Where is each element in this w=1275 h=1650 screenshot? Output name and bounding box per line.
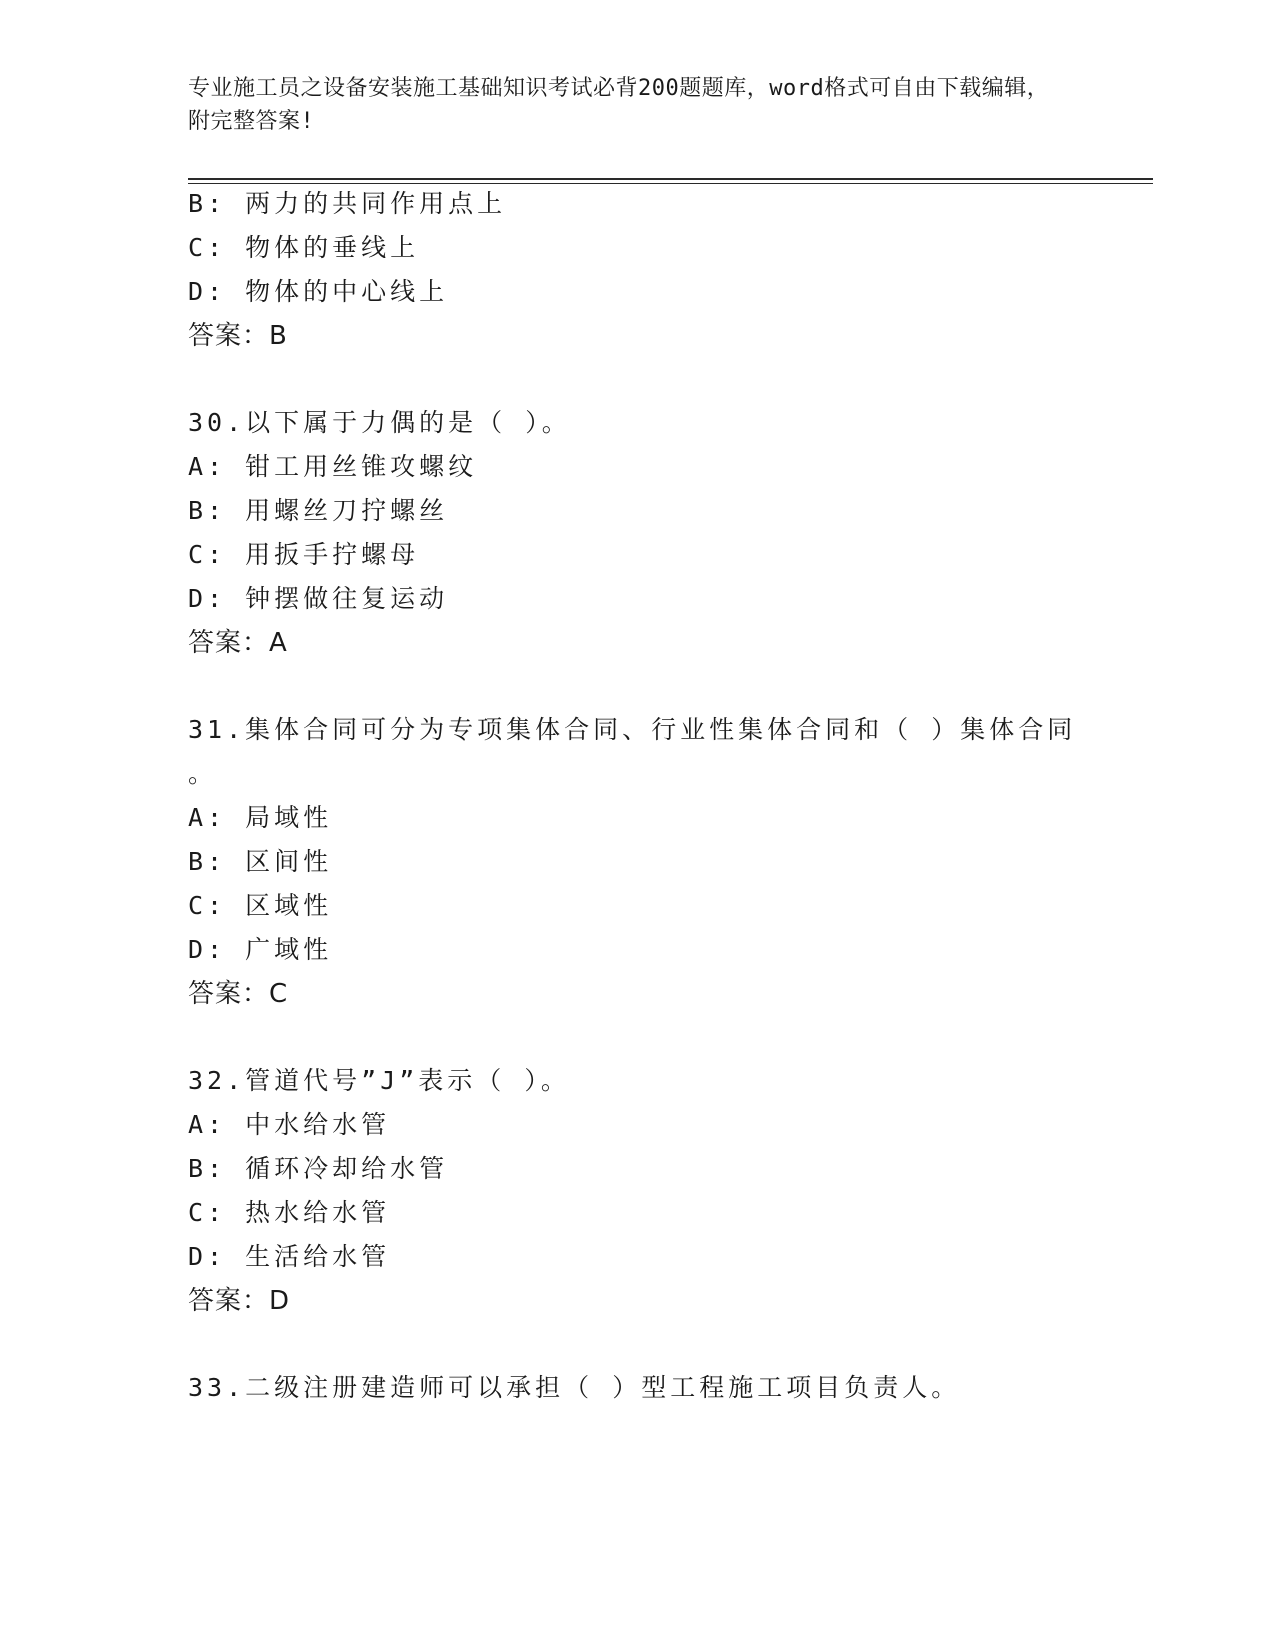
q31-question: 31.集体合同可分为专项集体合同、行业性集体合同和（ ）集体合同 [188, 715, 1077, 744]
q29-option-c: C: 物体的垂线上 [188, 233, 420, 262]
q30-option-d: D: 钟摆做往复运动 [188, 584, 449, 613]
q31-option-d: D: 广域性 [188, 935, 333, 964]
header-rule-thin [188, 183, 1153, 184]
q31-answer: 答案：C [188, 979, 289, 1009]
q30-option-a: A: 钳工用丝锥攻螺纹 [188, 452, 478, 481]
q32-option-c: C: 热水给水管 [188, 1198, 391, 1227]
document-header: 专业施工员之设备安装施工基础知识考试必背200题题库，word格式可自由下载编辑，附完整答案! [188, 76, 1050, 134]
q30-question: 30.以下属于力偶的是（ ）。 [188, 408, 571, 437]
q31-option-a: A: 局域性 [188, 803, 333, 832]
q32-question: 32.管道代号”J”表示（ ）。 [188, 1066, 570, 1095]
q29-option-b: B: 两力的共同作用点上 [188, 189, 507, 218]
q31-option-c: C: 区域性 [188, 891, 333, 920]
q32-option-a: A: 中水给水管 [188, 1110, 391, 1139]
q31-option-b: B: 区间性 [188, 847, 333, 876]
q31-question-cont: 。 [188, 759, 218, 788]
q29-answer: 答案：B [188, 321, 288, 351]
q30-option-c: C: 用扳手拧螺母 [188, 540, 420, 569]
q32-answer: 答案：D [188, 1286, 291, 1316]
q30-option-b: B: 用螺丝刀拧螺丝 [188, 496, 449, 525]
q32-option-b: B: 循环冷却给水管 [188, 1154, 449, 1183]
q32-option-d: D: 生活给水管 [188, 1242, 391, 1271]
header-rule-thick [188, 178, 1153, 180]
q33-question: 33.二级注册建造师可以承担（ ）型工程施工项目负责人。 [188, 1373, 961, 1402]
q30-answer: 答案：A [188, 628, 288, 658]
q29-option-d: D: 物体的中心线上 [188, 277, 449, 306]
